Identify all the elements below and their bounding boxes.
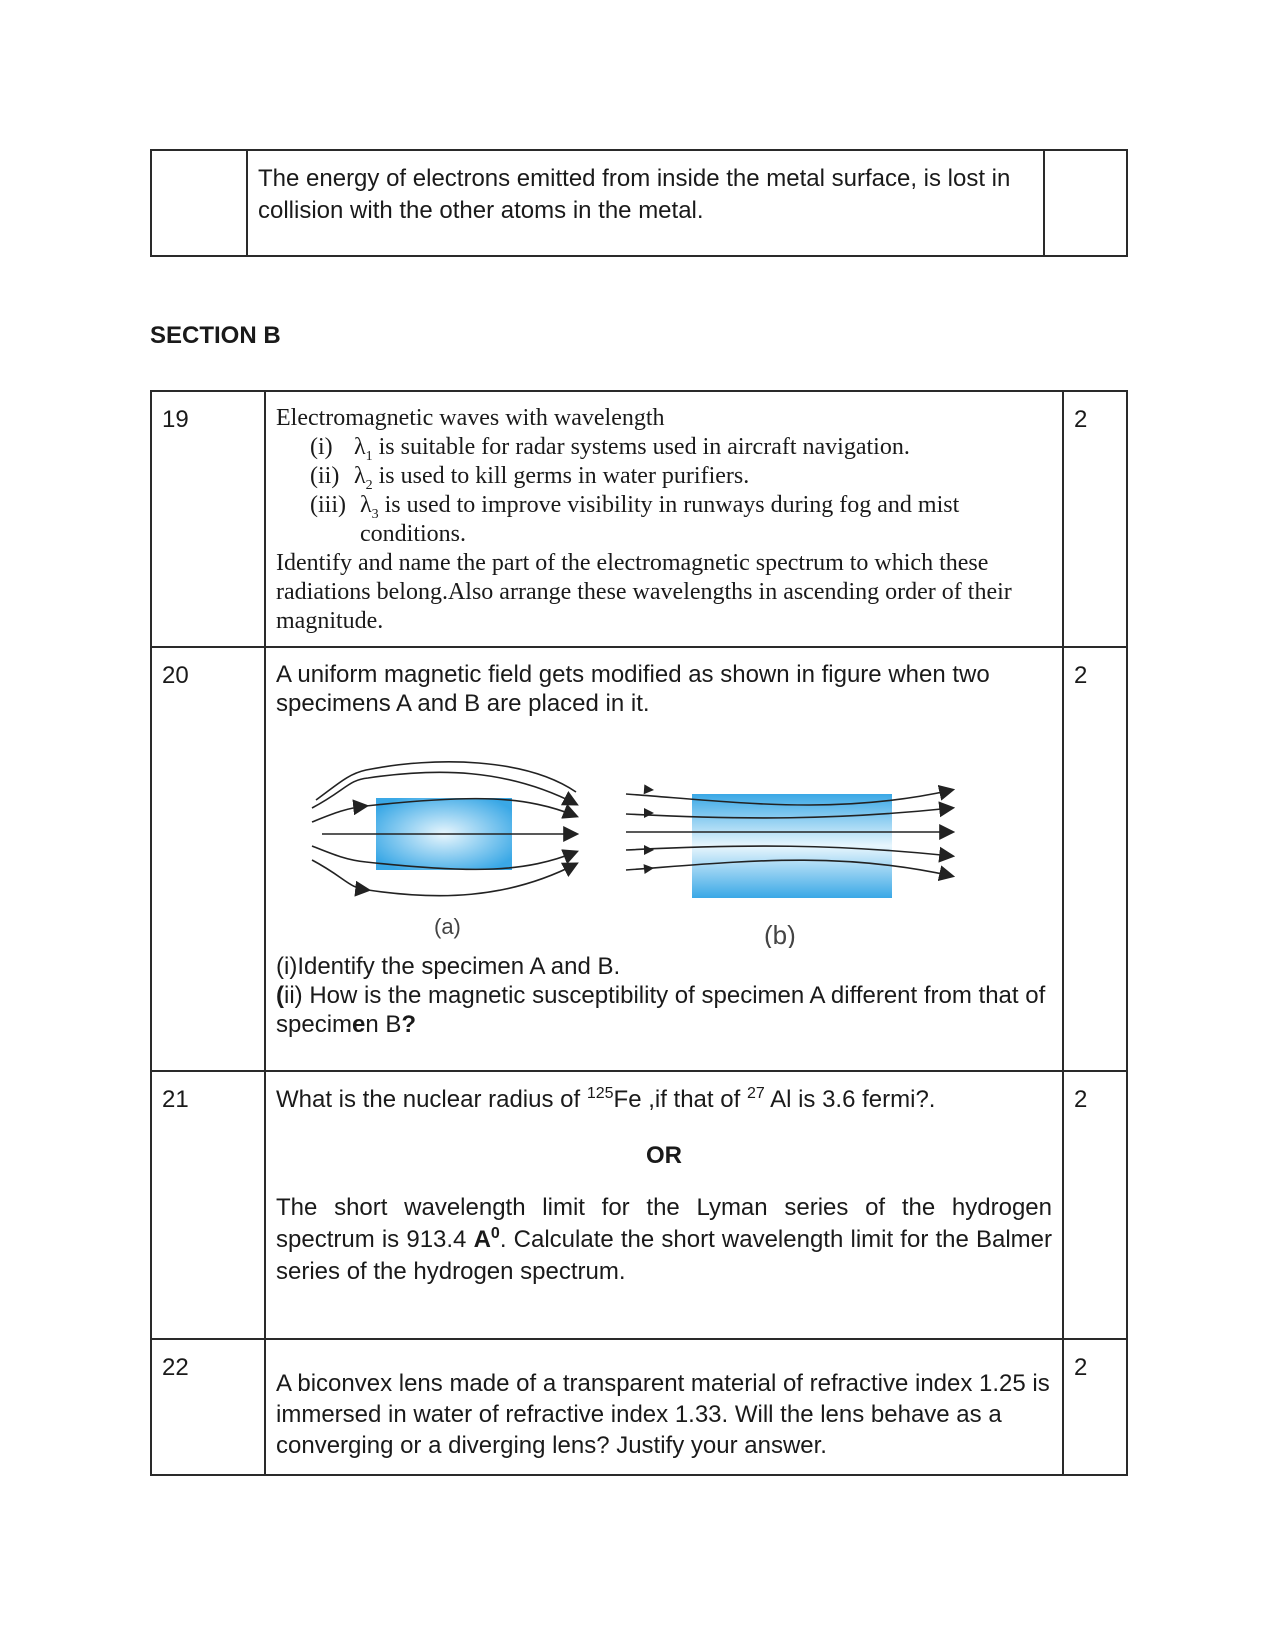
part-ii-text: ii) How is the magnetic susceptibility of specimen A different from that of specim xyxy=(276,982,1046,1038)
roman-numeral: (iii) xyxy=(310,492,346,518)
text: Al is 3.6 fermi?. xyxy=(764,1086,936,1113)
top-table-text-cell xyxy=(247,150,1044,256)
subscript: 2 xyxy=(365,477,373,493)
question-row-21 xyxy=(151,1071,1127,1339)
question-marks: 2 xyxy=(1074,1086,1088,1113)
top-table-marks-cell xyxy=(1044,150,1127,256)
question-row-20 xyxy=(151,647,1127,1071)
bold-letter: e xyxy=(352,1011,366,1038)
figure-a-label: (a) xyxy=(434,914,461,939)
q21-part1 xyxy=(276,1084,1052,1116)
top-table-number-cell xyxy=(151,150,247,256)
item-text: is used to kill germs in water purifiers. xyxy=(372,463,750,489)
unit: A xyxy=(473,1226,491,1253)
subscript: 1 xyxy=(365,448,373,464)
item-text: is suitable for radar systems used in aircraft navigation. xyxy=(372,434,910,460)
superscript: 0 xyxy=(490,1225,500,1242)
top-table-text: The energy of electrons emitted from inside the metal surface, is lost in collision with the other atoms in the metal. xyxy=(258,165,1011,224)
text: What is the nuclear radius of xyxy=(276,1086,587,1113)
part-ii-text-end: n B xyxy=(365,1011,402,1038)
question-number: 22 xyxy=(162,1354,189,1381)
roman-numeral: (ii) xyxy=(310,463,340,489)
superscript: 125 xyxy=(586,1085,614,1102)
top-table xyxy=(150,149,1128,257)
q20-part-ii xyxy=(276,981,1052,1039)
figure-b-label: (b) xyxy=(764,920,796,948)
bold-paren: ( xyxy=(276,982,284,1009)
field-arrows-b-left xyxy=(644,784,655,874)
q21-part2 xyxy=(276,1192,1052,1288)
question-marks: 2 xyxy=(1074,1354,1088,1381)
q19-item xyxy=(276,433,1052,462)
text: . Calculate the short wavelength limit for the Balmer series of the hydrogen spectrum. xyxy=(276,1226,1053,1285)
question-number: 20 xyxy=(162,662,189,689)
question-marks: 2 xyxy=(1074,662,1088,689)
q20-intro: A uniform magnetic field gets modified as shown in figure when two specimens A and B are placed in it. xyxy=(276,661,990,717)
text: Fe ,if that of xyxy=(613,1086,747,1113)
roman-numeral: (i) xyxy=(310,434,333,460)
question-20-text xyxy=(266,648,1062,1049)
or-separator: OR xyxy=(646,1142,682,1169)
magnetic-field-figure xyxy=(276,738,1036,948)
question-number: 19 xyxy=(162,406,189,433)
question-21-text xyxy=(266,1072,1062,1298)
question-19-text xyxy=(266,392,1062,646)
section-title: SECTION B xyxy=(150,322,281,349)
text: The short wavelength limit for the Lyman series of the hydrogen spectrum is 913.4 xyxy=(276,1194,1052,1253)
question-marks: 2 xyxy=(1074,406,1088,433)
q20-part-i: (i)Identify the specimen A and B. xyxy=(276,953,621,980)
q19-intro: Electromagnetic waves with wavelength xyxy=(276,405,665,431)
section-b-table xyxy=(150,390,1128,1476)
lambda-symbol: λ xyxy=(360,492,372,518)
q19-outro: Identify and name the part of the electromagnetic spectrum to which these radiations belong.Also arrange these wavelengths in ascending order of their magnitude. xyxy=(276,550,1012,634)
question-number: 21 xyxy=(162,1086,189,1113)
lambda-symbol: λ xyxy=(354,463,366,489)
bold-question-mark: ? xyxy=(401,1011,417,1038)
superscript: 27 xyxy=(746,1085,765,1102)
subscript: 3 xyxy=(371,506,379,522)
q19-item xyxy=(276,462,1052,491)
question-row-19 xyxy=(151,391,1127,647)
question-22-text: A biconvex lens made of a transparent material of refractive index 1.25 is immersed in water of refractive index 1.33. Will the lens behave as a converging or a diverging lens? Justify your answer. xyxy=(276,1370,1050,1459)
lambda-symbol: λ xyxy=(354,434,366,460)
q19-item xyxy=(276,491,1052,549)
item-text: is used to improve visibility in runways during fog and mist conditions. xyxy=(360,492,960,547)
question-row-22 xyxy=(151,1339,1127,1475)
